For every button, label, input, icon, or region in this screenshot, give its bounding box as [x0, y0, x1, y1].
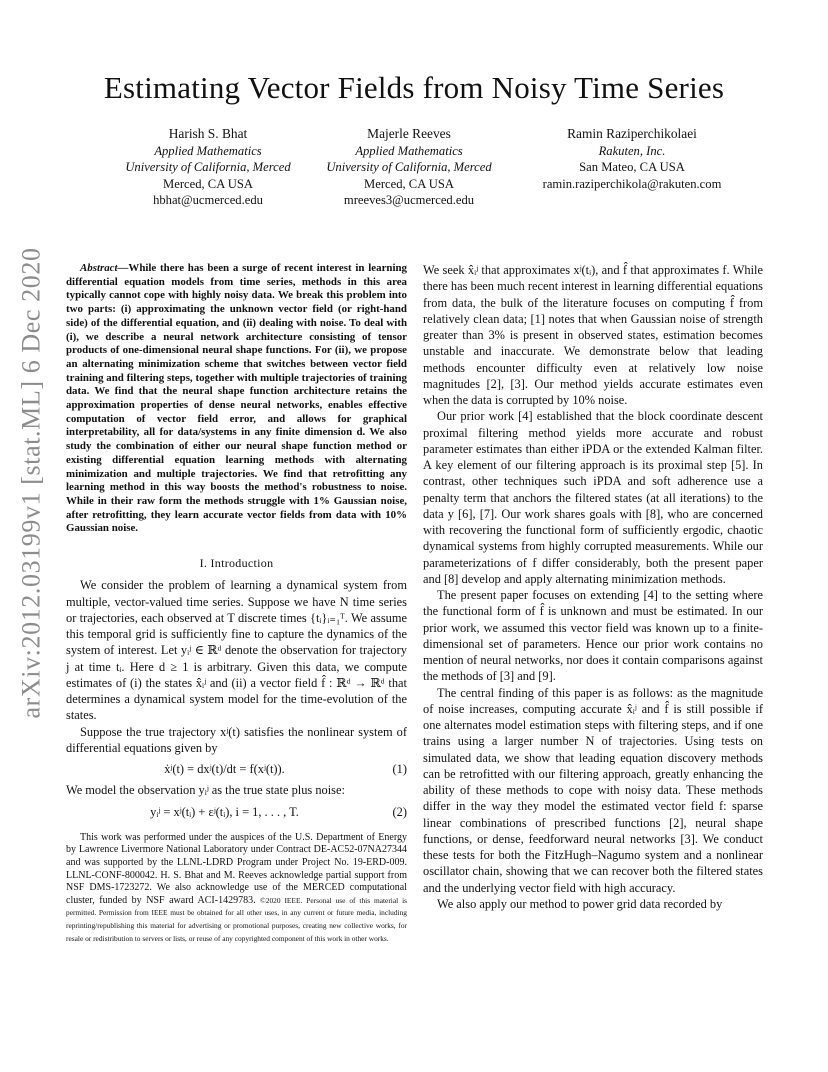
- author-block: [88, 126, 328, 209]
- equation-1: [66, 761, 407, 777]
- arxiv-id: arXiv:2012.03199v1 [stat.ML] 6 Dec 2020: [17, 247, 47, 719]
- author-department: Rakuten, Inc.: [598, 143, 666, 158]
- paragraph: We seek x̂ᵢʲ that approximates xʲ(tᵢ), and f̂ that approximates f. While there has been much recent interest in learning differential equations from data, the bulk of the literature focuses on computing f̂ from relatively clean data; [1] notes that when Gaussian noise of strength greater than 3% is present in observed states, estimation becomes unstable and inaccurate. We demonstrate below that leading methods encounter difficulty even at relatively low noise magnitudes [2], [3]. Our method yields accurate estimates even when the data is corrupted by 10% noise.: [423, 263, 763, 407]
- abstract: [66, 262, 407, 536]
- author-institution: University of California, Merced: [125, 160, 291, 175]
- author-department: Applied Mathematics: [154, 143, 262, 158]
- equation-expression: ẋʲ(t) = dxʲ(t)/dt = f(xʲ(t)).: [164, 762, 285, 777]
- right-column: [423, 262, 763, 912]
- paragraph: We model the observation yᵢʲ as the true state plus noise:: [66, 783, 345, 798]
- paragraph: We also apply our method to power grid data recorded by: [437, 896, 723, 911]
- paragraph: The present paper focuses on extending [4] to the setting where the functional form of f̂ is unknown and must be estimated. In our prior work, we assumed this vector field was known up to a finite-dimensional set of parameters. Hence our prior work contains no mention of neural networks, nor does it contain comparisons against the methods of [3] and [9].: [423, 588, 763, 684]
- copyright-notice: ©2020 IEEE. Personal use of this material is permitted. Permission from IEEE must be obtained for all other uses, in any current or future media, including reprinting/republishing this material for advertising or promotional purposes, creating new collective works, for resale or redistribution to servers or lists, or reuse of any copyrighted component of this work in other works.: [66, 895, 408, 943]
- author-block: [298, 126, 520, 209]
- paragraph: The central finding of this paper is as follows: as the magnitude of noise increases, computing accurate x̂ᵢʲ and f̂ is still possible if one alternates model estimation steps with filtering steps, and if one trains using a larger number N of trajectories. Using tests on simulated data, we show that leading equation discovery methods can be retrofitted with our filtering approach, greatly enhancing the ability of these methods to cope with noisy data. These methods differ in the way they model the estimated vector field f: sparse linear combinations of prescribed functions [2], neural shape functions, or dense, feedforward neural networks [3]. We conduct these tests for both the FitzHugh–Nagumo system and a nonlinear oscillator chain, showing that we can recover both the filtered states and the underlying vector field with high accuracy.: [423, 685, 763, 895]
- author-name: Ramin Raziperchikolaei: [567, 126, 697, 141]
- paragraph: Suppose the true trajectory xʲ(t) satisfies the nonlinear system of differential equations given by: [66, 724, 407, 755]
- section-heading: I. Introduction: [199, 556, 274, 571]
- paper-title: Estimating Vector Fields from Noisy Time Series: [103, 70, 725, 105]
- author-location: San Mateo, CA USA: [579, 160, 685, 175]
- author-email: ramin.raziperchikola@rakuten.com: [542, 176, 722, 191]
- paragraph: We consider the problem of learning a dynamical system from multiple, vector-valued time series. Suppose we have N time series or trajectories, each observed at T discrete times {tᵢ}ᵢ₌₁ᵀ. We assume this temporal grid is sufficiently fine to capture the dynamics of the system of interest. Let yᵢʲ ∈ ℝᵈ denote the observation for trajectory j at time tᵢ. Here d ≥ 1 is arbitrary. Given this data, we compute estimates of (i) the states x̂ᵢʲ and (ii) a vector field f̂ : ℝᵈ → ℝᵈ that determines a dynamical system model for the time-evolution of the states.: [66, 578, 407, 723]
- author-location: Merced, CA USA: [163, 176, 253, 191]
- author-email: mreeves3@ucmerced.edu: [343, 193, 475, 208]
- author-institution: University of California, Merced: [326, 160, 492, 175]
- abstract-label: Abstract—: [80, 262, 129, 274]
- equation-number: (2): [392, 804, 407, 819]
- footnote: [66, 832, 407, 945]
- equation-expression: yᵢʲ = xʲ(tᵢ) + εʲ(tᵢ), i = 1, . . . , T.: [150, 804, 299, 819]
- arxiv-stamp: [4, 247, 60, 719]
- author-block: [510, 126, 754, 192]
- author-email: hbhat@ucmerced.edu: [153, 193, 263, 208]
- author-location: Merced, CA USA: [364, 176, 454, 191]
- left-column: [66, 262, 407, 945]
- abstract-text: While there has been a surge of recent interest in learning differential equation models from time series, methods in this area typically cannot cope with highly noisy data. We break this problem into two parts: (i) approximating the unknown vector field (or right-hand side) of the differential equation, and (ii) dealing with noise. To deal with (i), we describe a neural network architecture consisting of tensor products of one-dimensional neural shape functions. For (ii), we propose an alternating minimization scheme that switches between vector field training and filtering steps, together with multiple trajectories of training data. We find that the neural shape function architecture retains the approximation properties of dense neural networks, enables effective computation of vector field error, and allows for graphical interpretability, all for data/systems in any finite dimension d. We also study the combination of either our neural shape function method or existing differential equation learning methods with alternating minimization and multiple trajectories. We find that retrofitting any learning method in this way boosts the method's robustness to noise. While in their raw form the methods struggle with 1% Gaussian noise, after retrofitting, they learn accurate vector fields from data with 10% Gaussian noise.: [66, 262, 407, 535]
- equation-2: [66, 804, 407, 820]
- footnote-text: This work was performed under the auspices of the U.S. Department of Energy by Lawrence Livermore National Laboratory under Contract DE-AC52-07NA27344 and was supported by the LLNL-LDRD Program under Project No. 19-ERD-009. LLNL-CONF-800042. H. S. Bhat and M. Reeves acknowledge partial support from NSF DMS-1723272. We also acknowledge use of the MERCED computational cluster, funded by NSF award ACI-1429783.: [66, 831, 407, 906]
- equation-number: (1): [392, 762, 407, 777]
- author-department: Applied Mathematics: [355, 143, 463, 158]
- author-name: Harish S. Bhat: [168, 126, 248, 141]
- author-name: Majerle Reeves: [367, 126, 451, 141]
- paragraph: Our prior work [4] established that the block coordinate descent proximal filtering method yields more accurate and robust parameter estimates than either iPDA or the extended Kalman filter. A key element of our filtering approach is its proximal step [5]. In contrast, other techniques such iPDA and soft adherence use a penalty term that anchors the filtered states (at all iterations) to the data y [6], [7]. Our work shares goals with [8], who are concerned with recovering the functional form of sufficiently ergodic, chaotic dynamical systems from highly corrupted measurements. While our parameterizations of f differ considerably, both the present paper and [8] develop and apply alternating minimization methods.: [423, 409, 763, 586]
